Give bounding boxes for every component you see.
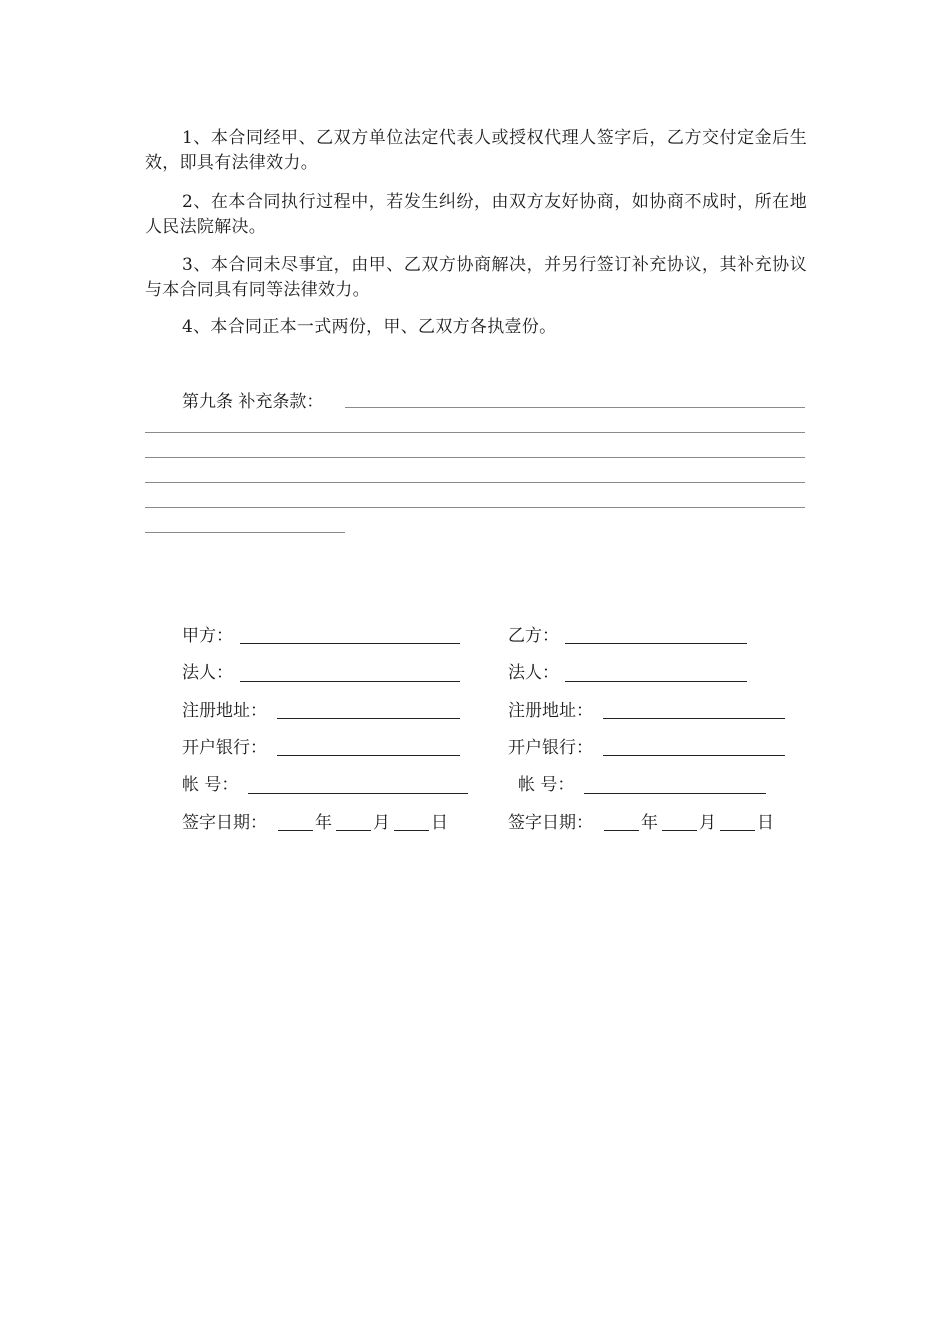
party-a-account-label: 帐 号：: [182, 775, 239, 795]
party-b-sign-date-label: 签字日期：: [508, 813, 593, 833]
party-b-address-label: 注册地址：: [508, 701, 593, 721]
party-a-sign-date-label: 签字日期：: [182, 813, 267, 833]
party-b-legal-rep-line[interactable]: [565, 681, 747, 682]
party-a-day-unit: 日: [431, 813, 448, 833]
party-a-year-unit: 年: [315, 813, 332, 833]
party-b-month-line[interactable]: [662, 830, 697, 831]
party-b-line[interactable]: [565, 643, 747, 644]
party-a-legal-rep-label: 法人：: [182, 663, 233, 683]
party-b-year-line[interactable]: [604, 830, 639, 831]
party-a-month-line[interactable]: [336, 830, 371, 831]
party-b-label: 乙方：: [508, 626, 559, 646]
party-a-line[interactable]: [240, 643, 460, 644]
party-a-address-label: 注册地址：: [182, 701, 267, 721]
supplement-line-6[interactable]: [145, 532, 345, 533]
supplement-line-4[interactable]: [145, 482, 805, 483]
party-b-year-unit: 年: [641, 813, 658, 833]
party-a-month-unit: 月: [373, 813, 390, 833]
party-b-day-line[interactable]: [720, 830, 755, 831]
party-a-address-line[interactable]: [277, 718, 460, 719]
party-b-bank-line[interactable]: [603, 755, 785, 756]
party-b-day-unit: 日: [757, 813, 774, 833]
party-b-account-line[interactable]: [584, 793, 766, 794]
party-a-bank-line[interactable]: [277, 755, 460, 756]
party-b-legal-rep-label: 法人：: [508, 663, 559, 683]
clause-paragraph-2: 2、在本合同执行过程中，若发生纠纷，由双方友好协商，如协商不成时，所在地人民法院解决。: [145, 192, 807, 237]
party-a-label: 甲方：: [182, 626, 233, 646]
party-a-year-line[interactable]: [278, 830, 313, 831]
party-a-account-line[interactable]: [248, 793, 468, 794]
party-a-day-line[interactable]: [394, 830, 429, 831]
party-b-bank-label: 开户银行：: [508, 738, 593, 758]
party-a-bank-label: 开户银行：: [182, 738, 267, 758]
clause-paragraph-3: 3、本合同未尽事宜，由甲、乙双方协商解决，并另行签订补充协议，其补充协议与本合同具有同等法律效力。: [145, 255, 807, 300]
party-b-account-label: 帐 号：: [518, 775, 575, 795]
party-b-address-line[interactable]: [603, 718, 785, 719]
party-b-month-unit: 月: [699, 813, 716, 833]
supplement-line-1[interactable]: [345, 407, 805, 408]
supplement-heading: 第九条 补充条款：: [182, 392, 324, 412]
supplement-line-3[interactable]: [145, 457, 805, 458]
party-a-legal-rep-line[interactable]: [240, 681, 460, 682]
clause-paragraph-1: 1、本合同经甲、乙双方单位法定代表人或授权代理人签字后，乙方交付定金后生效，即具有法律效力。: [145, 128, 807, 173]
supplement-line-2[interactable]: [145, 432, 805, 433]
supplement-line-5[interactable]: [145, 507, 805, 508]
clause-paragraph-4: 4、本合同正本一式两份，甲、乙双方各执壹份。: [182, 317, 557, 337]
